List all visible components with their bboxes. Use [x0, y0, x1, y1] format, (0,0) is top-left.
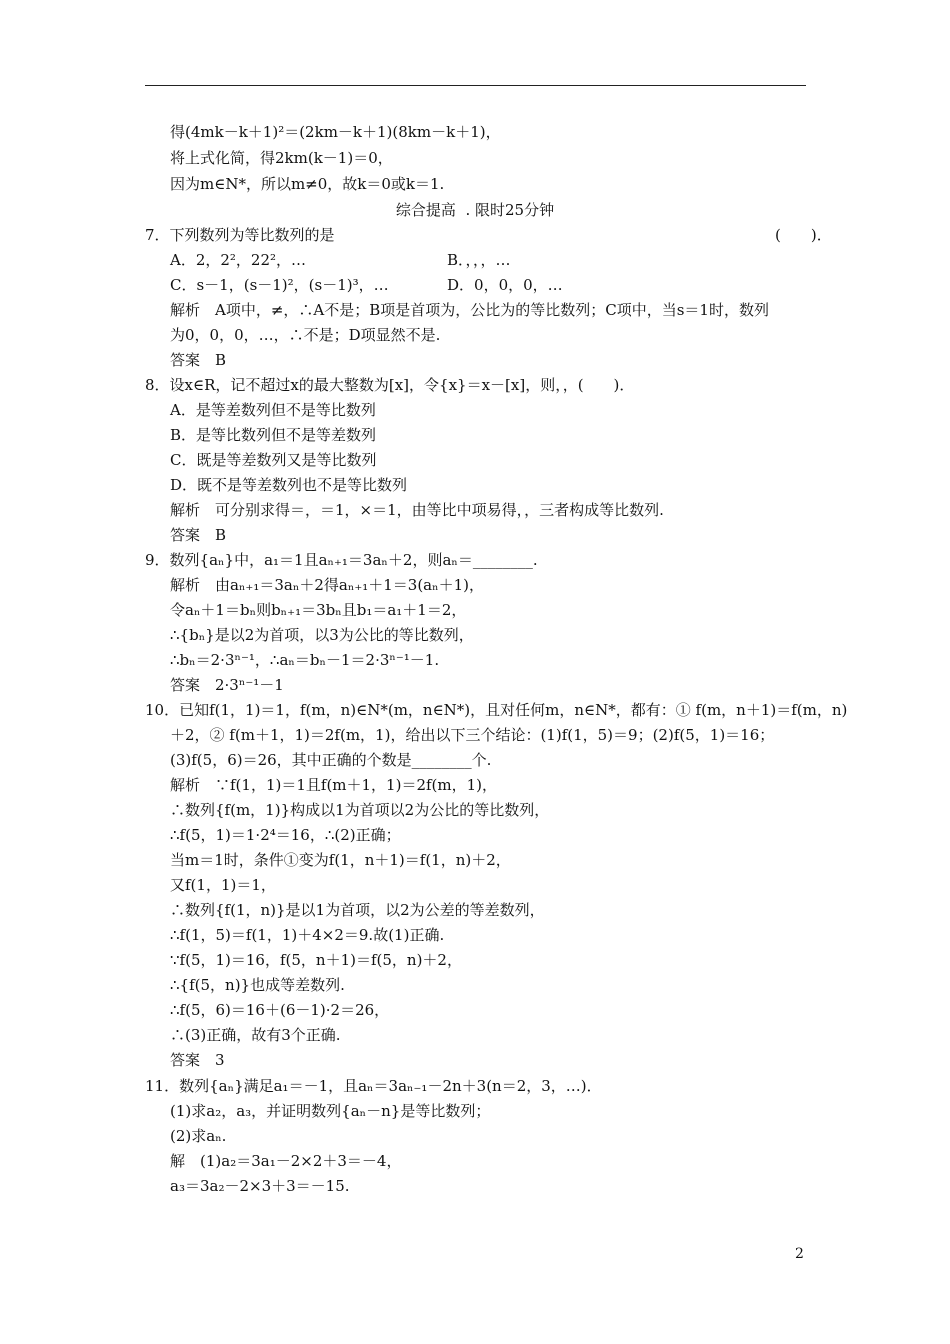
q9-analysis-3: ∴{bₙ}是以2为首项，以3为公比的等比数列， [170, 626, 474, 644]
q10-analysis-11: ∴(3)正确，故有3个正确. [170, 1026, 341, 1044]
q11-solution-2: a₃＝3a₂－2×3＋3＝－15. [170, 1177, 350, 1195]
derivation-line-3: 因为m∈N*，所以m≠0，故k＝0或k＝1. [170, 175, 445, 193]
q7-option-c: C．s－1，(s－1)²，(s－1)³，… [170, 276, 389, 294]
derivation-line-1: 得(4mk－k＋1)²＝(2km－k＋1)(8km－k＋1)， [170, 123, 501, 141]
q9-analysis-1: 解析 由aₙ₊₁＝3aₙ＋2得aₙ₊₁＋1＝3(aₙ＋1)， [170, 576, 485, 594]
q10-analysis-8: ∵f(5，1)＝16，f(5，n＋1)＝f(5，n)＋2， [170, 951, 462, 969]
q10-analysis-5: 又f(1，1)＝1， [170, 876, 276, 894]
question-7: 7．下列数列为等比数列的是 [145, 226, 335, 244]
q7-option-d: D．0，0，0，… [447, 276, 563, 294]
question-7-paren: ( )． [775, 226, 832, 244]
header-rule [145, 85, 806, 86]
q10-analysis-2: ∴数列{f(m，1)}构成以1为首项以2为公比的等比数列， [170, 801, 550, 819]
q7-option-a: A．2，2²，22²，… [170, 251, 307, 269]
q11-part-2: (2)求aₙ. [170, 1127, 227, 1145]
question-10-line-3: (3)f(5，6)＝26，其中正确的个数是________个. [170, 751, 492, 769]
question-9: 9．数列{aₙ}中，a₁＝1且aₙ₊₁＝3aₙ＋2，则aₙ＝________. [145, 551, 538, 569]
question-10-line-1: 10．已知f(1，1)＝1，f(m，n)∈N*(m，n∈N*)，且对任何m，n∈N*，都有：① f(m，n＋1)＝f(m，n) [145, 701, 848, 719]
q11-solution-1: 解 (1)a₂＝3a₁－2×2＋3＝－4， [170, 1152, 402, 1170]
q7-option-b: B．，，，… [447, 251, 511, 269]
page-number: 2 [795, 1246, 804, 1262]
q10-analysis-7: ∴f(1，5)＝f(1，1)＋4×2＝9.故(1)正确. [170, 926, 445, 944]
q10-analysis-9: ∴{f(5，n)}也成等差数列. [170, 976, 345, 994]
q10-analysis-3: ∴f(5，1)＝1·2⁴＝16，∴(2)正确； [170, 826, 401, 844]
q9-analysis-2: 令aₙ＋1＝bₙ则bₙ₊₁＝3bₙ且b₁＝a₁＋1＝2， [170, 601, 467, 619]
question-10-line-2: ＋2，② f(m＋1，1)＝2f(m，1)，给出以下三个结论：(1)f(1，5)＝9；(2)f(5，1)＝16； [170, 726, 775, 744]
question-11: 11．数列{aₙ}满足a₁＝－1，且aₙ＝3aₙ₋₁－2n＋3(n＝2，3，…)． [145, 1077, 602, 1095]
q9-analysis-4: ∴bₙ＝2·3ⁿ⁻¹，∴aₙ＝bₙ－1＝2·3ⁿ⁻¹－1. [170, 651, 440, 669]
q10-answer: 答案 3 [170, 1051, 225, 1069]
q7-analysis-2: 为0，0，0，…，∴不是；D项显然不是. [170, 326, 441, 344]
section-title: 综合提高 . 限时25分钟 [395, 201, 555, 219]
q10-analysis-1: 解析 ∵f(1，1)＝1且f(m＋1，1)＝2f(m，1)， [170, 776, 498, 794]
q8-option-a: A．是等差数列但不是等比数列 [170, 401, 376, 419]
q8-option-c: C．既是等差数列又是等比数列 [170, 451, 377, 469]
q11-part-1: (1)求a₂，a₃，并证明数列{aₙ－n}是等比数列； [170, 1102, 491, 1120]
q10-analysis-4: 当m＝1时，条件①变为f(1，n＋1)＝f(1，n)＋2， [170, 851, 511, 869]
q8-option-d: D．既不是等差数列也不是等比数列 [170, 476, 408, 494]
question-8: 8．设x∈R，记不超过x的最大整数为[x]，令{x}＝x－[x]，则，，( )． [145, 376, 635, 394]
q10-analysis-6: ∴数列{f(1，n)}是以1为首项，以2为公差的等差数列， [170, 901, 545, 919]
q7-analysis-1: 解析 A项中，≠，∴A不是；B项是首项为，公比为的等比数列；C项中，当s＝1时，数列 [170, 301, 769, 319]
q8-analysis: 解析 可分别求得＝，＝1，×＝1，由等比中项易得，，三者构成等比数列. [170, 501, 664, 519]
derivation-line-2: 将上式化简，得2km(k－1)＝0， [170, 149, 393, 167]
q8-option-b: B．是等比数列但不是等差数列 [170, 426, 377, 444]
q8-answer: 答案 B [170, 526, 227, 544]
q7-answer: 答案 B [170, 351, 227, 369]
q9-answer: 答案 2·3ⁿ⁻¹－1 [170, 676, 284, 694]
q10-analysis-10: ∴f(5，6)＝16＋(6－1)·2＝26， [170, 1001, 390, 1019]
